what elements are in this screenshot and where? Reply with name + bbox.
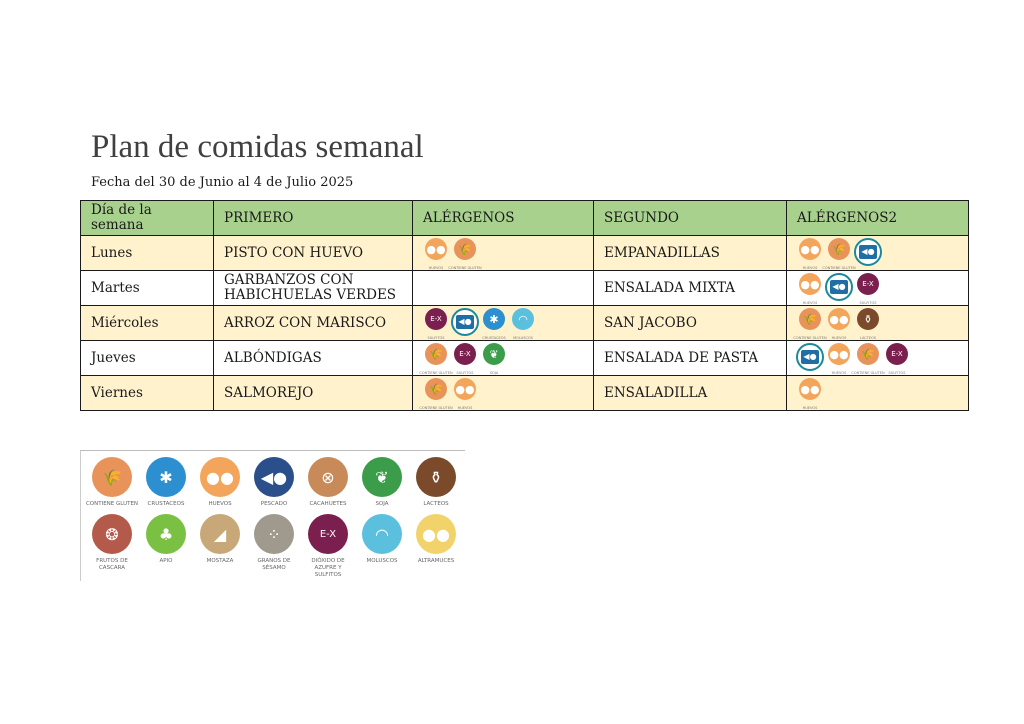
gluten-icon: 🌾 CONTIENE GLUTEN xyxy=(826,238,852,276)
primero-cell: SALMOREJO xyxy=(214,376,413,411)
pescado-icon: ◀● xyxy=(855,238,881,266)
sulfitos-icon: E-X SULFITOS xyxy=(855,273,881,311)
header-primero: PRIMERO xyxy=(214,201,413,236)
pescado-icon: ◀● xyxy=(826,273,852,301)
primero-cell: ARROZ CON MARISCO xyxy=(214,306,413,341)
legend-gluten-icon: 🌾 CONTIENE GLUTEN xyxy=(85,457,139,508)
header-day: Día de la semana xyxy=(81,201,214,236)
legend-mostaza-icon: ◢ MOSTAZA xyxy=(193,514,247,579)
gluten-icon: 🌾 CONTIENE GLUTEN xyxy=(855,343,881,381)
legend-apio-icon: ♣ APIO xyxy=(139,514,193,579)
alergenos-cell xyxy=(413,306,594,341)
huevos-icon: ●● HUEVOS xyxy=(797,273,823,311)
alergenos-cell xyxy=(413,271,594,306)
primero-cell: PISTO CON HUEVO xyxy=(214,236,413,271)
alergenos2-cell xyxy=(787,306,969,341)
sulfitos-icon: E-X SULFITOS xyxy=(423,308,449,346)
day-cell: Martes xyxy=(81,271,214,306)
legend-soja-icon: ❦ SOJA xyxy=(355,457,409,508)
gluten-icon: 🌾 CONTIENE GLUTEN xyxy=(423,343,449,381)
pescado-icon: ◀● xyxy=(797,343,823,371)
table-row xyxy=(81,306,969,341)
date-range: Fecha del 30 de Junio al 4 de Julio 2025 xyxy=(91,175,354,190)
moluscos-icon: ◠ MOLUSCOS xyxy=(510,308,536,346)
page-title: Plan de comidas semanal xyxy=(91,129,424,165)
gluten-icon: 🌾 CONTIENE GLUTEN xyxy=(797,308,823,346)
gluten-icon: 🌾 CONTIENE GLUTEN xyxy=(452,238,478,276)
segundo-cell: ENSALADILLA xyxy=(594,376,787,411)
table-row xyxy=(81,236,969,271)
day-cell: Jueves xyxy=(81,341,214,376)
day-cell: Viernes xyxy=(81,376,214,411)
huevos-icon: ●● HUEVOS xyxy=(452,378,478,416)
legend-crustaceos-icon: ✱ CRUSTACEOS xyxy=(139,457,193,508)
legend-sulfitos-icon: E-X DIÓXIDO DE AZUFRE Y SULFITOS xyxy=(301,514,355,579)
huevos-icon: ●● HUEVOS xyxy=(797,238,823,276)
table-row xyxy=(81,271,969,306)
crustaceos-icon: ✱ CRUSTACEOS xyxy=(481,308,507,346)
segundo-cell: ENSALADA MIXTA xyxy=(594,271,787,306)
day-cell: Miércoles xyxy=(81,306,214,341)
alergenos2-cell xyxy=(787,341,969,376)
soja-icon: ❦ SOJA xyxy=(481,343,507,381)
legend-pescado-icon: ◀● PESCADO xyxy=(247,457,301,508)
header-alergenos2: ALÉRGENOS2 xyxy=(787,201,969,236)
huevos-icon: ●● HUEVOS xyxy=(826,343,852,381)
huevos-icon: ●● HUEVOS xyxy=(797,378,823,416)
alergenos2-cell xyxy=(787,376,969,411)
alergenos-cell xyxy=(413,341,594,376)
alergenos2-cell xyxy=(787,271,969,306)
table-header-row xyxy=(81,201,969,236)
header-alergenos: ALÉRGENOS xyxy=(413,201,594,236)
legend-sesamo-icon: ⁘ GRANOS DE SÉSAMO xyxy=(247,514,301,579)
segundo-cell: EMPANADILLAS xyxy=(594,236,787,271)
sulfitos-icon: E-X SULFITOS xyxy=(884,343,910,381)
legend-frutos-cascara-icon: ❂ FRUTOS DE CASCARA xyxy=(85,514,139,579)
huevos-icon: ●● HUEVOS xyxy=(423,238,449,276)
allergen-legend xyxy=(80,450,465,581)
legend-altramuces-icon: ●● ALTRAMUCES xyxy=(409,514,463,579)
segundo-cell: SAN JACOBO xyxy=(594,306,787,341)
day-cell: Lunes xyxy=(81,236,214,271)
huevos-icon: ●● HUEVOS xyxy=(826,308,852,346)
table-row xyxy=(81,376,969,411)
header-segundo: SEGUNDO xyxy=(594,201,787,236)
sulfitos-icon: E-X SULFITOS xyxy=(452,343,478,381)
segundo-cell: ENSALADA DE PASTA xyxy=(594,341,787,376)
primero-cell: ALBÓNDIGAS xyxy=(214,341,413,376)
meal-plan-table xyxy=(80,200,969,411)
legend-moluscos-icon: ◠ MOLUSCOS xyxy=(355,514,409,579)
alergenos-cell xyxy=(413,236,594,271)
pescado-icon: ◀● xyxy=(452,308,478,336)
table-row xyxy=(81,341,969,376)
alergenos-cell xyxy=(413,376,594,411)
primero-cell: GARBANZOS CON HABICHUELAS VERDES xyxy=(214,271,413,306)
alergenos2-cell xyxy=(787,236,969,271)
legend-huevos-icon: ●● HUEVOS xyxy=(193,457,247,508)
lacteos-icon: ⚱ LACTEOS xyxy=(855,308,881,346)
gluten-icon: 🌾 CONTIENE GLUTEN xyxy=(423,378,449,416)
legend-cacahuetes-icon: ⊗ CACAHUETES xyxy=(301,457,355,508)
legend-lacteos-icon: ⚱ LACTEOS xyxy=(409,457,463,508)
